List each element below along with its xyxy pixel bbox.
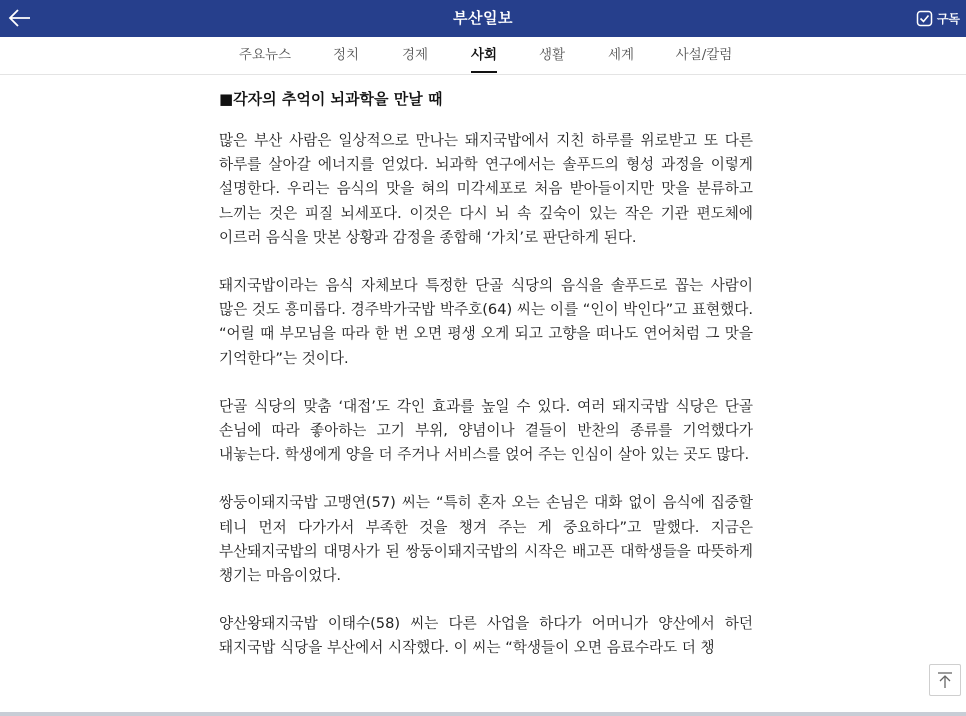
scroll-to-top-icon [930,665,960,695]
article-paragraph: 돼지국밥이라는 음식 자체보다 특정한 단골 식당의 음식을 솔푸드로 꼽는 사람이 많은 것도 흥미롭다. 경주박가국밥 박주호(64) 씨는 이를 “인이 박인다”고 표현했다. “어릴 때 부모님을 따라 한 번 오면 평생 오게 되고 고향을 떠나도 연어처럼 그 맛을 기억한다”는 것이다. [219,277,753,367]
article-paragraph: 많은 부산 사람은 일상적으로 만나는 돼지국밥에서 지친 하루를 위로받고 또 다른 하루를 살아갈 에너지를 얻었다. 뇌과학 연구에서는 솔푸드의 형성 과정을 이렇게 설명한다. 우리는 음식의 맛을 혀의 미각세포로 처음 받아들이지만 맛을 분류하고 느끼는 것은 피질 뇌세포다. 이것은 다시 뇌 속 깊숙이 있는 작은 기관 편도체에 이르러 음식을 맛본 상황과 감정을 종합해 ‘가치’로 판단하게 된다. [219,132,753,246]
tab-1[interactable]: 정치 [332,47,360,63]
tab-0[interactable]: 주요뉴스 [238,47,292,63]
bottom-edge [0,712,966,716]
tab-3[interactable]: 사회 [471,37,497,74]
check-square-icon [916,10,933,27]
category-nav [0,37,966,75]
page-title: 부산일보 [453,9,513,27]
article-paragraph: 쌍둥이돼지국밥 고맹연(57) 씨는 “특히 혼자 오는 손님은 대화 없이 음식에 집중할 테니 먼저 다가가서 부족한 것을 챙겨 주는 게 중요하다”고 말했다. 지금은 부산돼지국밥의 대명사가 된 쌍둥이돼지국밥의 시작은 배고픈 대학생들을 따뜻하게 챙기는 마음이었다. [219,494,753,585]
subscribe-button[interactable] [916,0,960,37]
tab-5[interactable]: 세계 [607,47,635,63]
article-subhead: ■각자의 추억이 뇌과학을 만날 때 [219,90,443,108]
tab-2[interactable]: 경제 [401,47,429,63]
subscribe-label: 구독 [936,12,960,26]
tab-4[interactable]: 생활 [538,47,566,63]
scroll-to-top-button[interactable] [929,664,961,696]
article-body [219,74,753,661]
article-paragraph: 단골 식당의 맞춤 ‘대접’도 각인 효과를 높일 수 있다. 여러 돼지국밥 식당은 단골 손님에 따라 좋아하는 고기 부위, 양념이나 곁들이 반찬의 종류를 기억했다가 내놓는다. 학생에게 양을 더 주거나 서비스를 얹어 주는 인심이 살아 있는 곳도 많다. [219,397,753,464]
tab-6[interactable]: 사설/칼럼 [675,47,733,63]
article-paragraph: 양산왕돼지국밥 이태수(58) 씨는 다른 사업을 하다가 어머니가 양산에서 하던 돼지국밥 식당을 부산에서 시작했다. 이 씨는 “학생들이 오면 음료수라도 더 챙 [219,615,753,657]
app-header [0,0,966,37]
